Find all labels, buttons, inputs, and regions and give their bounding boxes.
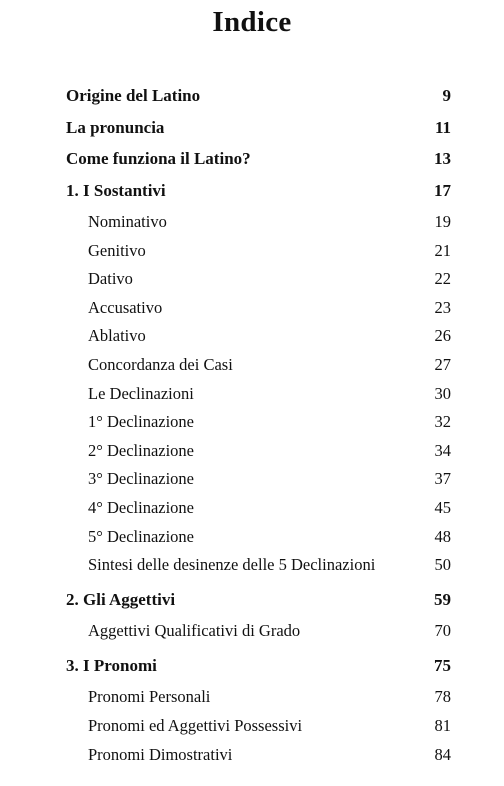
toc-entry-label: Ablativo	[88, 326, 146, 346]
toc-entry-page-number: 21	[434, 240, 451, 260]
toc-entry-label: 1. I Sostantivi	[66, 180, 166, 200]
toc-section-entry[interactable]	[66, 714, 451, 743]
toc-entry-page-number: 37	[434, 469, 451, 489]
toc-chapter-entry[interactable]	[66, 84, 451, 116]
toc-entry-page-number: 17	[434, 180, 451, 200]
toc-entry-label: 2. Gli Aggettivi	[66, 589, 176, 609]
toc-entry-page-number: 23	[434, 297, 451, 317]
toc-entry-label: 1° Declinazione	[88, 412, 195, 432]
toc-chapter-entry[interactable]	[66, 179, 451, 211]
toc-entry-page-number: 26	[434, 326, 451, 346]
toc-section-entry[interactable]	[66, 439, 451, 468]
toc-entry-page-number: 11	[434, 117, 451, 137]
toc-entry-label: Dativo	[88, 269, 133, 289]
toc-section-entry[interactable]	[66, 210, 451, 239]
toc-section-entry[interactable]	[66, 619, 451, 648]
toc-section-entry[interactable]	[66, 239, 451, 268]
toc-entry-page-number: 59	[434, 589, 451, 609]
toc-entry-page-number: 34	[434, 440, 451, 460]
toc-entry-label: 2° Declinazione	[88, 440, 195, 460]
toc-entry-page-number: 81	[434, 715, 451, 735]
toc-entry-label: 3° Declinazione	[88, 469, 195, 489]
toc-entry-page-number: 27	[434, 354, 451, 374]
toc-entry-label: Pronomi Personali	[88, 687, 211, 707]
toc-chapter-entry[interactable]	[66, 588, 451, 620]
toc-entry-label: 5° Declinazione	[88, 526, 195, 546]
toc-section-entry[interactable]	[66, 353, 451, 382]
toc-entry-page-number: 70	[434, 621, 451, 641]
toc-chapter-entry[interactable]	[66, 654, 451, 686]
toc-entry-label: Aggettivi Qualificativi di Grado	[88, 621, 301, 641]
toc-entry-page-number: 50	[434, 555, 451, 575]
toc-entry-page-number: 19	[434, 212, 451, 231]
toc-section-entry[interactable]	[66, 324, 451, 353]
toc-entry-label: Nominativo	[88, 212, 167, 231]
toc-chapter-entry[interactable]	[66, 147, 451, 179]
toc-entry-page-number: 30	[434, 383, 451, 403]
toc-section-entry[interactable]	[66, 553, 451, 582]
toc-entry-label: Genitivo	[88, 240, 146, 260]
toc-entry-label: Concordanza dei Casi	[88, 354, 233, 374]
toc-entry-page-number: 48	[434, 526, 451, 546]
toc-entry-label: 4° Declinazione	[88, 497, 195, 517]
toc-chapter-entry[interactable]	[66, 116, 451, 148]
toc-entry-page-number: 32	[434, 412, 451, 432]
toc-entry-label: La pronuncia	[66, 117, 165, 137]
toc-entry-page-number: 45	[434, 497, 451, 517]
toc-section-entry[interactable]	[66, 296, 451, 325]
toc-entry-label: Pronomi Dimostrativi	[88, 744, 233, 764]
toc-section-entry[interactable]	[66, 496, 451, 525]
toc-section-entry[interactable]	[66, 267, 451, 296]
page-title: Indice	[212, 6, 292, 38]
toc-entry-label: Origine del Latino	[66, 86, 201, 105]
toc-section-entry[interactable]	[66, 467, 451, 496]
toc-section-entry[interactable]	[66, 685, 451, 714]
toc-section-entry[interactable]	[66, 410, 451, 439]
toc-entry-page-number: 78	[434, 687, 451, 707]
toc-entry-label: Pronomi ed Aggettivi Possessivi	[88, 715, 303, 735]
toc-entry-label: Accusativo	[88, 297, 163, 317]
toc-entry-page-number: 84	[434, 744, 451, 764]
toc-entry-label: 3. I Pronomi	[66, 655, 157, 675]
toc-entry-page-number: 9	[442, 86, 451, 105]
toc-entry-page-number: 22	[434, 269, 451, 289]
toc-entry-page-number: 13	[434, 149, 451, 168]
table-of-contents	[66, 84, 451, 771]
toc-entry-page-number: 75	[434, 655, 451, 675]
toc-entry-label: Le Declinazioni	[88, 383, 194, 403]
toc-section-entry[interactable]	[66, 743, 451, 772]
toc-section-entry[interactable]	[66, 382, 451, 411]
toc-section-entry[interactable]	[66, 525, 451, 554]
toc-entry-label: Come funziona il Latino?	[66, 149, 251, 168]
toc-entry-label: Sintesi delle desinenze delle 5 Declinazioni	[88, 555, 376, 575]
